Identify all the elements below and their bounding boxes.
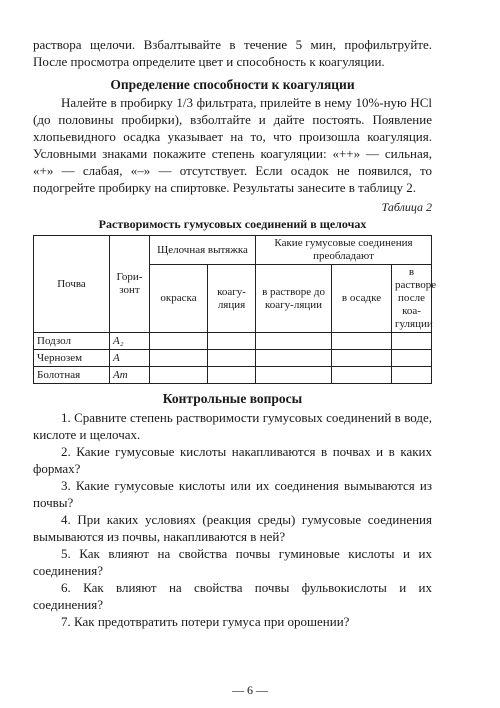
cell-empty [256,367,332,384]
cell-horizon: A [110,350,150,367]
coagulation-heading: Определение способности к коагуляции [110,77,355,92]
cell-empty [256,333,332,350]
cell-empty [332,333,392,350]
header-alkali-extract: Щелочная вытяжка [150,236,256,265]
table-row [34,333,432,350]
question-item: 2. Какие гумусовые кислоты накапливаются в почвах и в каких формах? [33,444,432,476]
cell-horizon: Aт [110,367,150,384]
cell-empty [150,350,208,367]
questions-heading: Контрольные вопросы [162,391,303,406]
cell-empty [392,367,432,384]
cell-empty [208,350,256,367]
header-soil: Почва [34,236,110,333]
question-item: 7. Как предотвратить потери гумуса при орошении? [61,614,350,629]
question-item: 6. Как влияют на свойства почвы фульвокислоты и их соединения? [33,580,432,612]
header-in-sediment: в осадке [332,265,392,333]
cell-empty [392,350,432,367]
coagulation-paragraph: Налейте в пробирку 1/3 фильтрата, прилейте в нему 10%-ную HCl (до половины пробирки), взболтайте и дайте постоять. Появление хлопьевидного осадка указывает на то, что произошла коагуляция. Условными знаками покажите степень коагуляции: «++» — сильная, «+» — слабая, «–» — отсутствует. Если осадок не появился, то подогрейте пробирку на спиртовке. Результаты занесите в таблицу 2. [33,95,432,195]
cell-soil: Болотная [34,367,110,384]
cell-empty [256,350,332,367]
solubility-table [33,235,437,384]
cell-horizon: A₂ [110,333,150,350]
questions-list [33,409,432,630]
intro-paragraph: раствора щелочи. Взбалтывайте в течение 5 мин, профильтруйте. После просмотра определите цвет и способность к коагуляции. [33,37,432,69]
question-item: 1. Сравните степень растворимости гумусовых соединений в воде, кислоте и щелочах. [33,410,432,442]
table-label: Таблица 2 [381,200,432,214]
cell-empty [332,350,392,367]
header-compounds: Какие гумусовые соединения преобладают [256,236,432,265]
question-item: 5. Как влияют на свойства почвы гуминовые кислоты и их соединения? [33,546,432,578]
question-item: 3. Какие гумусовые кислоты или их соединения вымываются из почвы? [33,478,432,510]
page-number: — 6 — [232,683,268,697]
table-title: Растворимость гумусовых соединений в щелочах [98,217,367,231]
cell-empty [150,333,208,350]
cell-soil: Чернозем [34,350,110,367]
header-in-solution-after: в растворе после коа-гуляции [392,265,432,333]
header-color: окраска [150,265,208,333]
cell-empty [332,367,392,384]
header-coagulation: коагу-ляция [208,265,256,333]
cell-empty [392,333,432,350]
cell-empty [150,367,208,384]
header-in-solution-before: в растворе до коагу-ляции [256,265,332,333]
table-row [34,367,432,384]
cell-soil: Подзол [34,333,110,350]
cell-empty [208,367,256,384]
question-item: 4. При каких условиях (реакция среды) гумусовые соединения вымываются из почвы, накапливаются в ней? [33,512,432,544]
cell-empty [208,333,256,350]
table-row [34,350,432,367]
header-horizon: Гори-зонт [110,236,150,333]
